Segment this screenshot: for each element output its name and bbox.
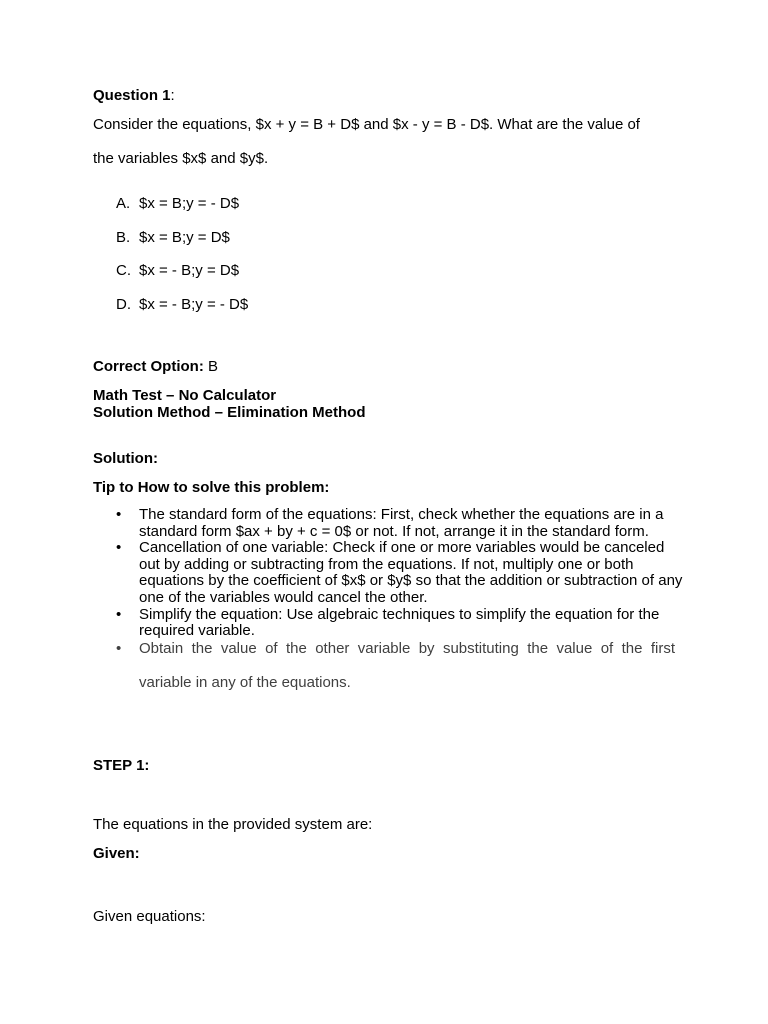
tips-list [93, 507, 683, 700]
option-text: $x = B;y = D$ [139, 229, 230, 246]
option-text: $x = B;y = - D$ [139, 195, 240, 212]
step-1-heading: STEP 1: [93, 757, 150, 774]
option-letter: B. [116, 229, 131, 246]
solution-heading: Solution: [93, 450, 158, 467]
tip-heading: Tip to How to solve this problem: [93, 479, 330, 496]
option-a [116, 195, 239, 212]
given-heading: Given: [93, 845, 140, 862]
option-c [116, 262, 239, 279]
tip-item: • Cancellation of one variable: Check if one or more variables would be canceled out by adding or subtracting from the equations. If not, multiply one or both equations by the coefficient of $x$ or $y$ so that the addition or subtraction of any one of the variables would cancel the other. [93, 540, 683, 606]
given-equations-label: Given equations: [93, 908, 206, 925]
solution-method-line: Solution Method – Elimination Method [93, 404, 366, 421]
question-text-line-2: the variables $x$ and $y$. [93, 150, 269, 167]
question-text-line-1: Consider the equations, $x + y = B + D$ and $x - y = B - D$. What are the value of [93, 116, 640, 133]
option-letter: A. [116, 195, 131, 212]
option-d [116, 296, 248, 313]
question-colon: : [170, 87, 175, 104]
tip-item: • The standard form of the equations: First, check whether the equations are in a standard form $ax + by + c = 0$ or not. If not, arrange it in the standard form. [93, 507, 683, 540]
equations-intro: The equations in the provided system are: [93, 816, 373, 833]
tip-item: • Simplify the equation: Use algebraic techniques to simplify the equation for the required variable. [93, 607, 683, 640]
option-text: $x = - B;y = - D$ [139, 296, 249, 313]
correct-option-value: B [203, 358, 219, 375]
question-label: Question 1 [93, 87, 171, 104]
option-text: $x = - B;y = D$ [139, 262, 240, 279]
correct-option [93, 358, 218, 375]
question-title [93, 87, 175, 104]
test-type-line: Math Test – No Calculator [93, 387, 277, 404]
option-b [116, 229, 230, 246]
option-letter: D. [116, 296, 131, 313]
tip-item: • Obtain the value of the other variable by substituting the value of the first variable in any of the equations. [93, 632, 683, 700]
option-letter: C. [116, 262, 131, 279]
correct-option-label: Correct Option: [93, 358, 204, 375]
